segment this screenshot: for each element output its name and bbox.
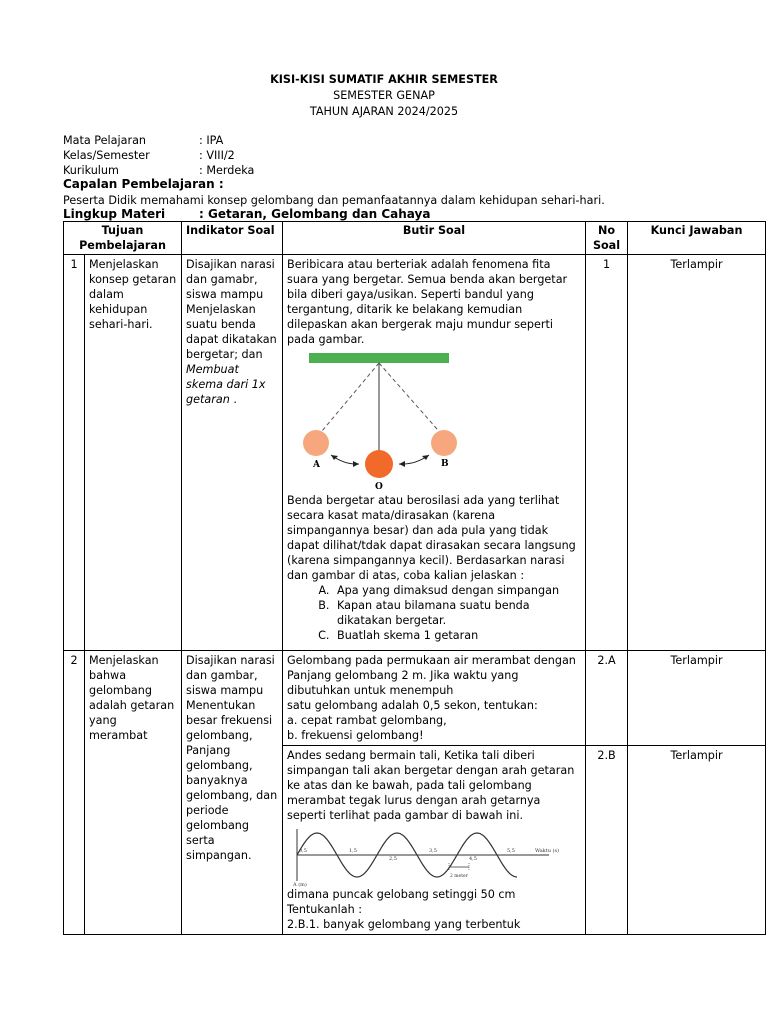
row1-tujuan: Menjelaskan konsep getaran dalam kehidupan sehari-hari. xyxy=(85,255,182,651)
lingkup-label: Lingkup Materi xyxy=(63,207,166,221)
row1-indikator-b: Membuat skema dari 1x getaran xyxy=(186,363,266,406)
row2a-kunci: Terlampir xyxy=(628,651,766,746)
row2a-line3: a. cepat rambat gelombang, xyxy=(287,714,447,727)
header-butir: Butir Soal xyxy=(283,222,586,255)
arrowhead-right-icon xyxy=(399,461,405,467)
cp-label: Capalan Pembelajaran : xyxy=(63,177,224,191)
row2b-intro: Andes sedang bermain tali, Ketika tali diberi simpangan tali akan bergetar dengan arah getaran ke atas dan ke bawah, pada tali gelombang merambat tegak lurus dengan arah getarnya seperti terlihat pada gambar di bawah ini. xyxy=(287,749,575,822)
row1-indikator xyxy=(182,255,283,651)
header-no: No Soal xyxy=(586,222,628,255)
kelas-label: Kelas/Semester xyxy=(63,149,150,162)
row2-indikator: Disajikan narasi dan gambar, siswa mampu Menentukan besar frekuensi gelombang, Panjang gelombang, banyaknya gelombang, dan periode gelombang serta simpangan. xyxy=(182,651,283,935)
kurikulum-label: Kurikulum xyxy=(63,164,119,177)
row1-butir-after: Benda bergetar atau berosilasi ada yang terlihat secara kasat mata/dirasakan (karena simpangannya besar) dan ada pula yang tidak dapat dilihat/tdak dapat dirasakan secara langsung (karena simpangannya kecil). Berdasarkan narasi dan gambar di atas, coba kalian jelaskan : xyxy=(287,494,576,582)
wave-tick-label: 5,5 xyxy=(507,848,515,854)
doc-title: KISI-KISI SUMATIF AKHIR SEMESTER xyxy=(270,73,498,86)
row1-question-list xyxy=(287,583,581,643)
pendulum-bar xyxy=(309,353,449,363)
pendulum-bob-o xyxy=(365,450,393,478)
row2b-kunci: Terlampir xyxy=(628,746,766,935)
table-row xyxy=(64,255,766,651)
row2a-line2: satu gelombang adalah 0,5 sekon, tentukan: xyxy=(287,699,538,712)
wave-figure xyxy=(291,825,561,887)
row2-tujuan: Menjelaskan bahwa gelombang adalah getaran yang merambat xyxy=(85,651,182,935)
row1-butir-intro: Beribicara atau berteriak adalah fenomena fita suara yang bergetar. Semua benda akan bergetar bila diberi gaya/usikan. Seperti bandul yang tergantung, ditarik ke belakang kemudian dilepaskan akan bergerak maju mundur seperti pada gambar. xyxy=(287,258,568,346)
table-header-row xyxy=(64,222,766,255)
row2a-line1: Gelombang pada permukaan air merambat dengan Panjang gelombang 2 m. Jika waktu yang dibutuhkan untuk menempuh xyxy=(287,654,576,697)
wave-tick-label: 3,5 xyxy=(429,848,437,854)
cp-text: Peserta Didik memahami konsep gelombang dan pemanfaatannya dalam kehidupan sehari-hari. xyxy=(63,194,605,207)
header-indikator: Indikator Soal xyxy=(182,222,283,255)
row2a-butir xyxy=(283,651,586,746)
header-tujuan: Tujuan Pembelajaran xyxy=(64,222,182,255)
wave-axis-y-label: A (m) xyxy=(293,882,307,887)
row2a-no: 2.A xyxy=(586,651,628,746)
row1-num: 1 xyxy=(64,255,85,651)
row2b-line3: 2.B.1. banyak gelombang yang terbentuk xyxy=(287,918,521,931)
wave-scale-label: 2 meter xyxy=(450,874,468,879)
list-item: B. Kapan atau bilamana suatu benda dikatakan bergetar. xyxy=(333,598,581,628)
list-item: A. Apa yang dimaksud dengan simpangan xyxy=(333,583,581,598)
pendulum-string-left xyxy=(317,363,379,437)
row2-num: 2 xyxy=(64,651,85,935)
pendulum-string-right xyxy=(379,363,444,437)
wave-tick-label: 2,5 xyxy=(389,856,397,862)
header-kunci: Kunci Jawaban xyxy=(628,222,766,255)
row1-butir xyxy=(283,255,586,651)
doc-semester: SEMESTER GENAP xyxy=(333,89,435,102)
row2b-no: 2.B xyxy=(586,746,628,935)
list-item: C. Buatlah skema 1 getaran xyxy=(333,628,581,643)
pendulum-figure xyxy=(301,351,501,491)
pendulum-label-a: A xyxy=(313,460,320,470)
wave-tick-label: 0,5 xyxy=(299,848,307,854)
wave-tick-label: 1,5 xyxy=(349,848,357,854)
row1-indikator-c: . xyxy=(229,393,237,406)
row1-no: 1 xyxy=(586,255,628,651)
lingkup-value: : Getaran, Gelombang dan Cahaya xyxy=(199,207,431,221)
row2b-line2: Tentukanlah : xyxy=(287,903,363,916)
table-row xyxy=(64,651,766,746)
pendulum-label-b: B xyxy=(441,459,449,469)
kurikulum-value: : Merdeka xyxy=(199,164,255,177)
wave-axis-x-label: Waktu (s) xyxy=(535,848,560,854)
kelas-value: : VIII/2 xyxy=(199,149,235,162)
mapel-value: : IPA xyxy=(199,134,224,147)
doc-year: TAHUN AJARAN 2024/2025 xyxy=(309,105,459,118)
kisi-table xyxy=(63,221,766,935)
wave-tick-label: 4,5 xyxy=(469,856,477,862)
row1-indikator-a: Disajikan narasi dan gamabr, siswa mampu Menjelaskan suatu benda dapat dikatakan bergetar; dan xyxy=(186,258,277,361)
pendulum-bob-b xyxy=(431,430,457,456)
row2b-line1: dimana puncak gelobang setinggi 50 cm xyxy=(287,888,516,901)
arrowhead-left2-icon xyxy=(353,461,359,467)
row1-kunci: Terlampir xyxy=(628,255,766,651)
row2a-line4: b. frekuensi gelombang! xyxy=(287,729,424,742)
pendulum-bob-a xyxy=(303,430,329,456)
row2b-butir xyxy=(283,746,586,935)
pendulum-label-o: O xyxy=(375,482,383,491)
mapel-label: Mata Pelajaran xyxy=(63,134,147,147)
